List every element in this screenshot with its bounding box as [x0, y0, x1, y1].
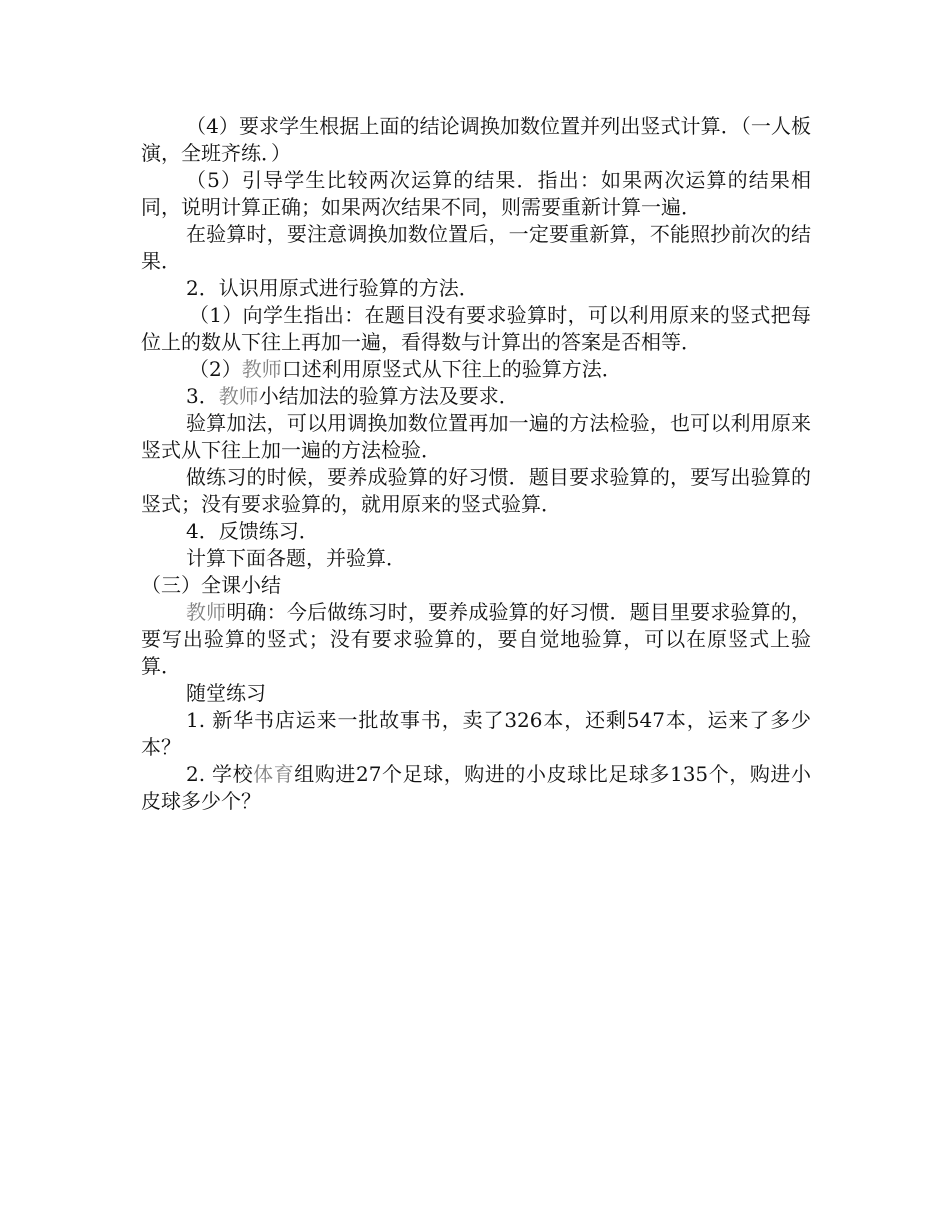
- paragraph-step-5: （5）引导学生比较两次运算的结果．指出：如果两次运算的结果相同，说明计算正确；如果两次结果不同，则需要重新计算一遍．: [141, 168, 811, 219]
- exercise-item-2: [141, 761, 811, 815]
- teacher-label: 教师: [241, 357, 282, 381]
- paragraph-verification-note: 在验算时，要注意调换加数位置后，一定要重新算，不能照抄前次的结果．: [141, 222, 811, 273]
- exercise-text-end: 组购进27个足球，购进的小皮球比足球多135个，购进小皮球多少个？: [141, 762, 811, 813]
- teacher-label: 教师: [218, 384, 259, 408]
- paragraph-original-method-1: （1）向学生指出：在题目没有要求验算时，可以利用原来的竖式把每位上的数从下往上再加一遍，看得数与计算出的答案是否相等．: [141, 303, 811, 354]
- paragraph-original-method-2: [141, 356, 811, 383]
- document-page: [141, 113, 811, 815]
- section-heading-summary: （三）全课小结: [141, 573, 281, 597]
- section-heading-3: [141, 383, 811, 410]
- pe-label: 体育: [253, 762, 295, 786]
- section-heading-4: 4．反馈练习．: [186, 519, 319, 543]
- heading-text: 小结加法的验算方法及要求．: [258, 384, 519, 408]
- paragraph-practice-habit: 做练习的时候，要养成验算的好习惯．题目要求验算的，要写出验算的竖式；没有要求验算的，就用原来的竖式验算．: [141, 465, 811, 516]
- paragraph-instruction: 计算下面各题，并验算．: [186, 546, 406, 570]
- section-heading-exercise: 随堂练习: [186, 681, 266, 705]
- teacher-label: 教师: [186, 600, 227, 624]
- paragraph-text: 明确：今后做练习时，要养成验算的好习惯．题目里要求验算的，要写出验算的竖式；没有要求验算的，要自觉地验算，可以在原竖式上验算．: [141, 600, 812, 678]
- paragraph-addition-check: 验算加法，可以用调换加数位置再加一遍的方法检验，也可以利用原来竖式从下往上加一遍的方法检验．: [141, 411, 811, 462]
- section-heading-2: 2．认识用原式进行验算的方法．: [186, 276, 479, 300]
- exercise-item-1: 1. 新华书店运来一批故事书，卖了326本，还剩547本，运来了多少本？: [141, 708, 811, 759]
- heading-number: 3．: [186, 384, 219, 408]
- paragraph-summary: [141, 599, 811, 680]
- paragraph-step-4: （4）要求学生根据上面的结论调换加数位置并列出竖式计算．（一人板演，全班齐练．）: [141, 114, 811, 165]
- paragraph-text: 口述利用原竖式从下往上的验算方法．: [281, 357, 622, 381]
- exercise-text-start: 2. 学校: [186, 762, 254, 786]
- paragraph-prefix: （2）: [189, 357, 242, 381]
